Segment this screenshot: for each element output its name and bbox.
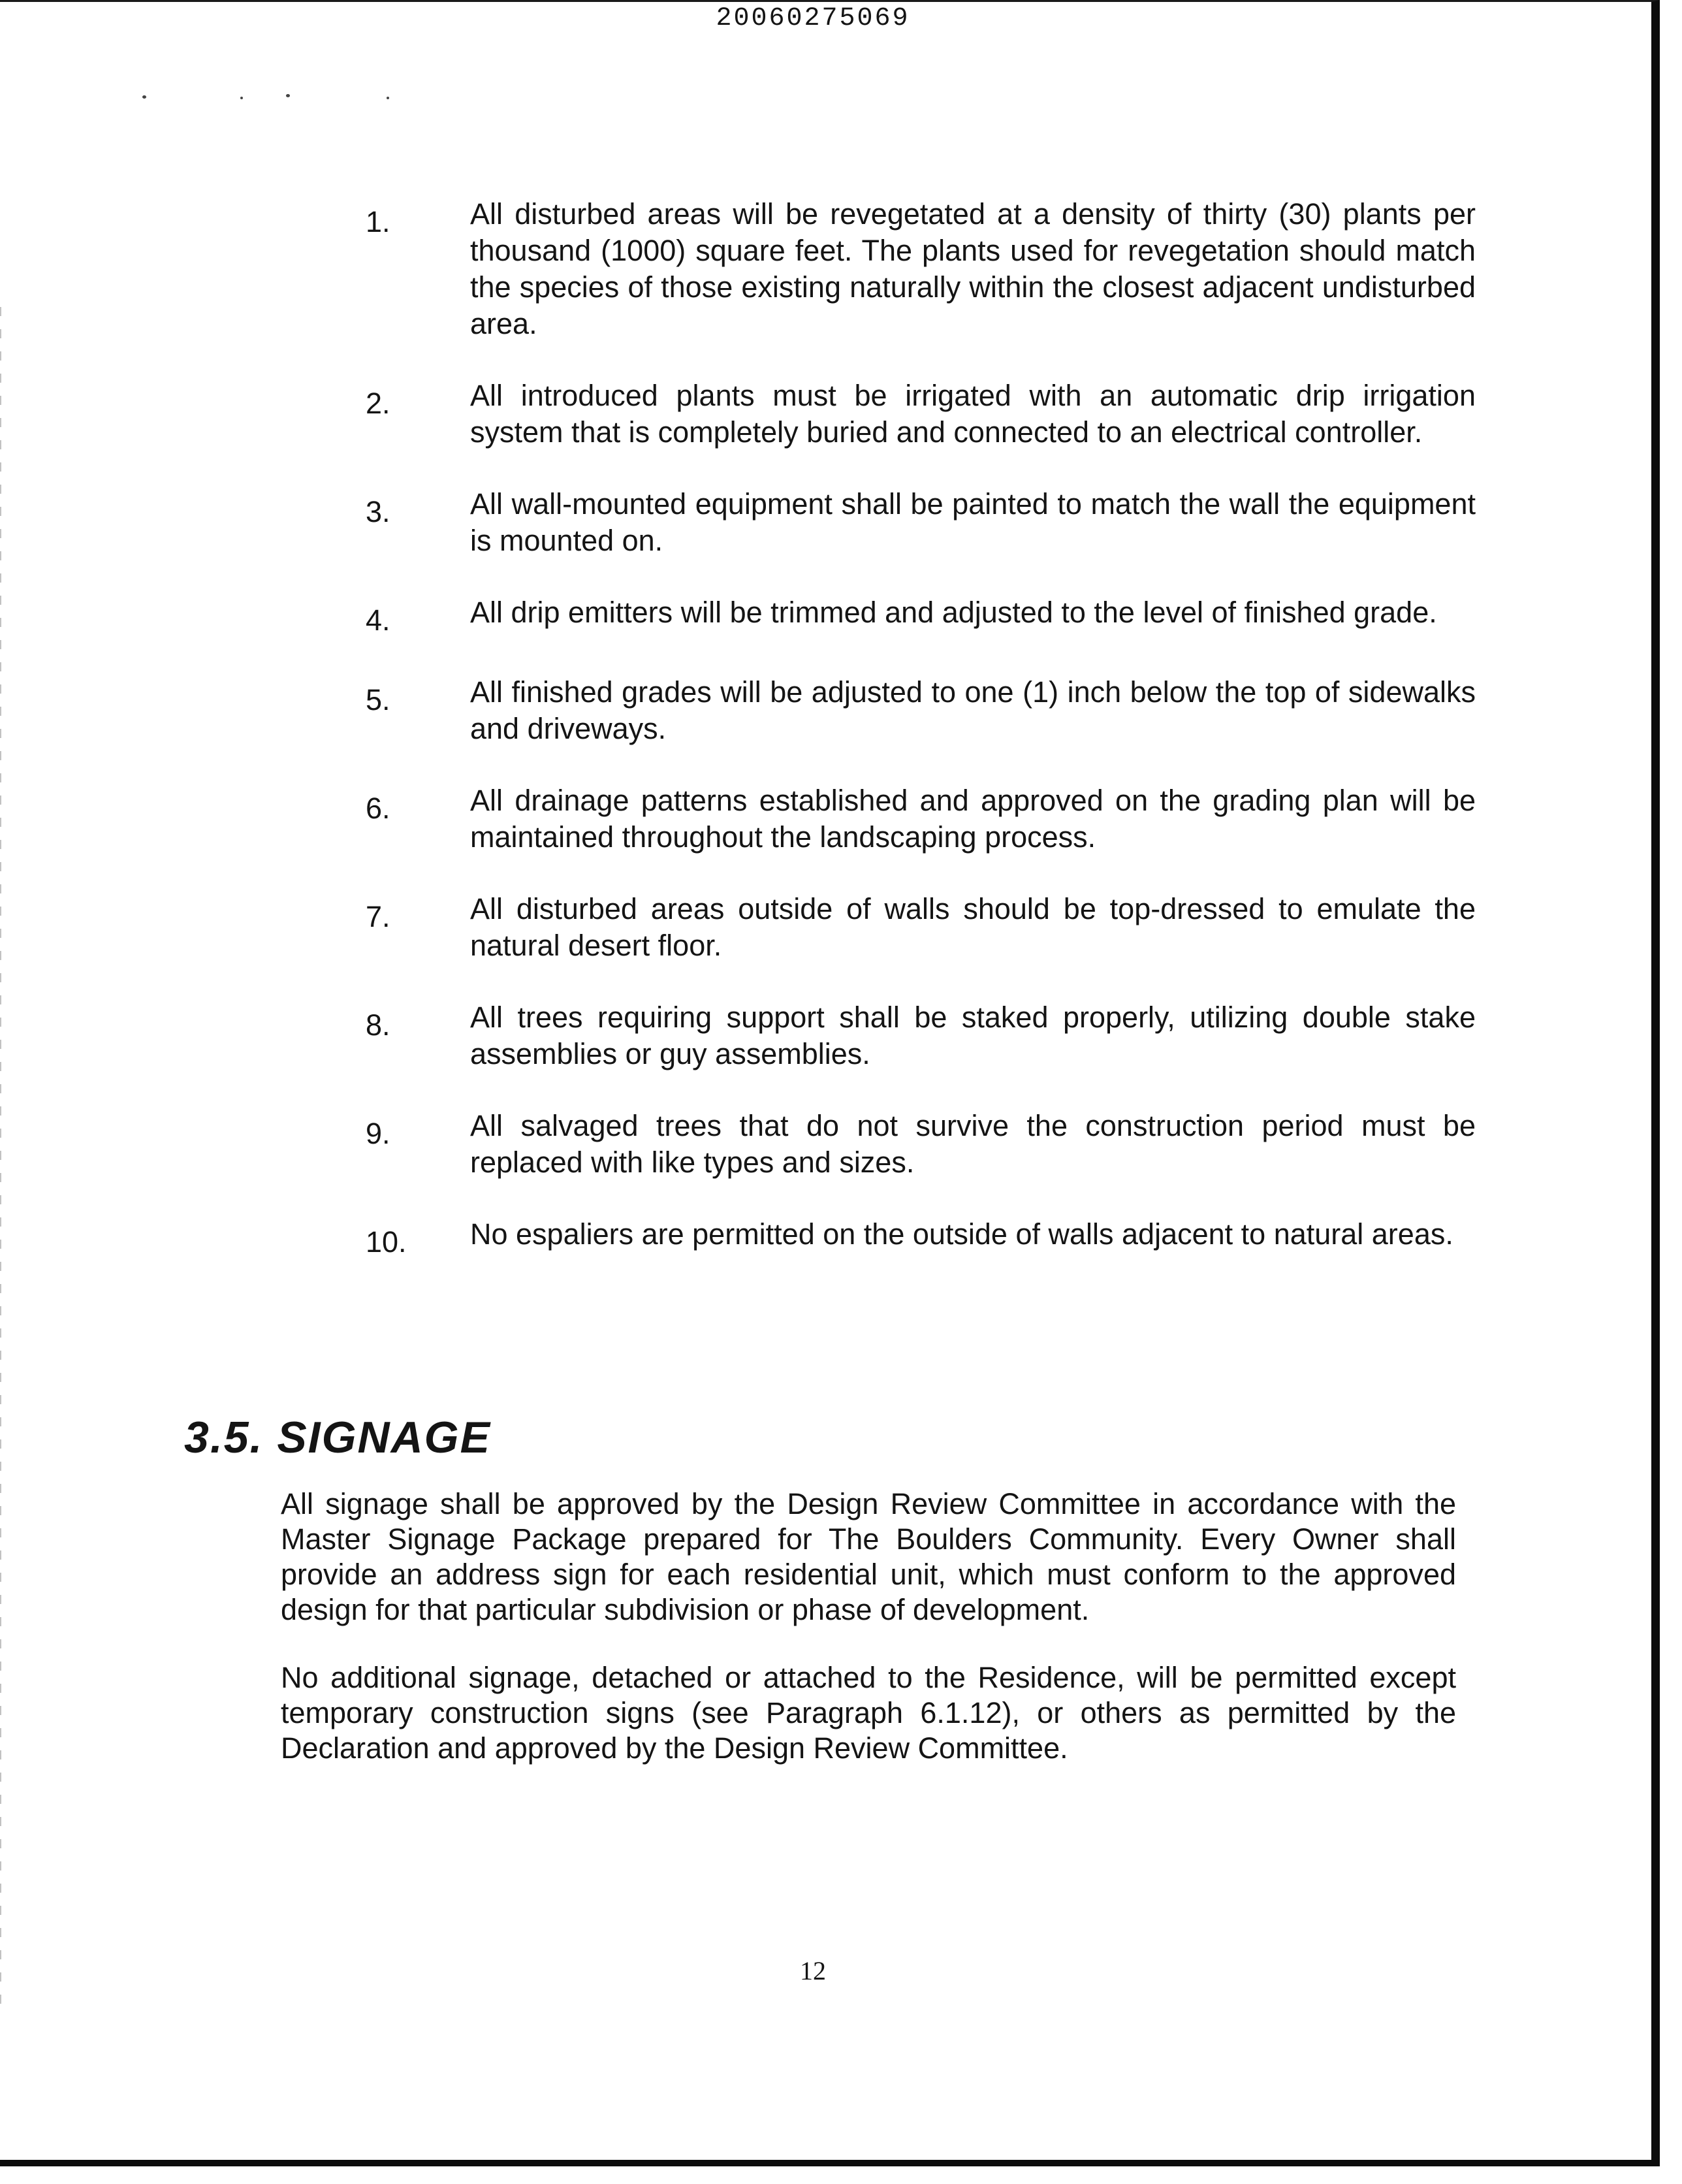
list-item-text: All disturbed areas outside of walls should be top-dressed to emulate the natural desert floor. bbox=[470, 892, 1476, 962]
list-item-number: 3. bbox=[366, 495, 390, 528]
list-item-text: All wall-mounted equipment shall be painted to match the wall the equipment is mounted on. bbox=[470, 487, 1476, 557]
list-item-number: 10. bbox=[366, 1225, 407, 1259]
section-heading: 3.5. SIGNAGE bbox=[184, 1413, 491, 1462]
scan-speckle bbox=[286, 94, 290, 97]
list-item-text: All introduced plants must be irrigated with an automatic drip irrigation system that is completely buried and connected to an electrical controller. bbox=[470, 379, 1476, 449]
landscaping-rules-list bbox=[366, 196, 1476, 1296]
list-item-number: 2. bbox=[366, 387, 390, 420]
list-item bbox=[366, 1108, 1476, 1181]
signage-paragraph: All signage shall be approved by the Design Review Committee in accordance with the Master Signage Package prepared for The Boulders Community. Every Owner shall provide an address sign for each residential unit, which must conform to the approved design for that particular subdivision or phase of development. bbox=[281, 1487, 1456, 1626]
list-item bbox=[366, 674, 1476, 747]
list-item-text: All disturbed areas will be revegetated at a density of thirty (30) plants per thousand (1000) square feet. The plants used for revegetation should match the species of those existing naturally within the closest adjacent undisturbed area. bbox=[470, 197, 1476, 340]
signage-section-body bbox=[281, 1486, 1456, 1799]
list-item bbox=[366, 1216, 1476, 1261]
document-number: 20060275069 bbox=[716, 4, 910, 33]
list-item-text: All finished grades will be adjusted to one (1) inch below the top of sidewalks and driveways. bbox=[470, 675, 1476, 745]
scan-speckle bbox=[387, 97, 389, 99]
page-number: 12 bbox=[800, 1956, 826, 1985]
list-item-number: 7. bbox=[366, 900, 390, 933]
list-item bbox=[366, 196, 1476, 342]
list-item-text: All salvaged trees that do not survive the construction period must be replaced with like types and sizes. bbox=[470, 1109, 1476, 1179]
list-item-number: 5. bbox=[366, 683, 390, 716]
list-item-number: 1. bbox=[366, 205, 390, 238]
list-item bbox=[366, 594, 1476, 639]
list-item-number: 6. bbox=[366, 792, 390, 825]
list-item bbox=[366, 486, 1476, 559]
list-item-text: All trees requiring support shall be staked properly, utilizing double stake assemblies or guy assemblies. bbox=[470, 1001, 1476, 1070]
list-item-number: 8. bbox=[366, 1008, 390, 1042]
list-item-text: All drip emitters will be trimmed and adjusted to the level of finished grade. bbox=[470, 596, 1437, 629]
list-item bbox=[366, 377, 1476, 451]
list-item-text: No espaliers are permitted on the outside of walls adjacent to natural areas. bbox=[470, 1217, 1453, 1251]
scan-speckle bbox=[240, 97, 243, 99]
list-item-text: All drainage patterns established and approved on the grading plan will be maintained throughout the landscaping process. bbox=[470, 784, 1476, 854]
list-item-number: 4. bbox=[366, 603, 390, 637]
list-item bbox=[366, 891, 1476, 964]
list-item-number: 9. bbox=[366, 1117, 390, 1150]
list-item bbox=[366, 999, 1476, 1072]
scan-edge-artifact bbox=[0, 307, 1, 2005]
signage-paragraph: No additional signage, detached or attached to the Residence, will be permitted except temporary construction signs (see Paragraph 6.1.12), or others as permitted by the Declaration and approved by the Design Review Committee. bbox=[281, 1661, 1456, 1765]
scan-speckle bbox=[142, 95, 146, 99]
list-item bbox=[366, 782, 1476, 856]
